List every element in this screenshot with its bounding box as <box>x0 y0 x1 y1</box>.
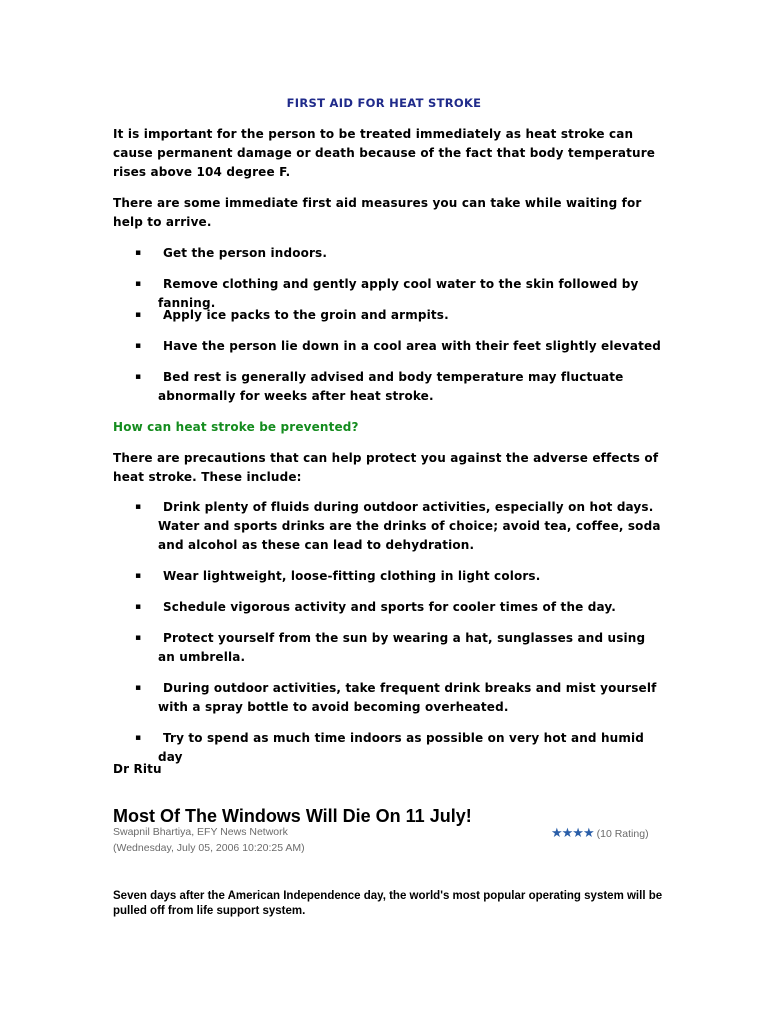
list-item-text: Drink plenty of fluids during outdoor activities, especially on hot days. Water and sports drinks are the drinks of choice; avoid tea, coffee, soda and alcohol as these can lead to dehydration. <box>158 500 661 552</box>
bullet-icon: ▪ <box>135 571 142 581</box>
news-lead-paragraph: Seven days after the American Independence day, the world's most popular operating system will be pulled off from life support system. <box>113 890 663 917</box>
list-item <box>135 498 665 555</box>
list-item-text: During outdoor activities, take frequent drink breaks and mist yourself with a spray bottle to avoid becoming overheated. <box>158 681 657 714</box>
list-item-text: Bed rest is generally advised and body temperature may fluctuate abnormally for weeks after heat stroke. <box>158 370 624 403</box>
prevention-intro-paragraph: There are precautions that can help protect you against the adverse effects of heat stroke. These include: <box>113 451 659 484</box>
bullet-icon: ▪ <box>135 372 142 382</box>
bullet-icon: ▪ <box>135 502 142 512</box>
author-signature: Dr Ritu <box>113 762 162 776</box>
bullet-icon: ▪ <box>135 733 142 743</box>
list-item-text: Schedule vigorous activity and sports for cooler times of the day. <box>163 600 616 614</box>
list-item <box>135 567 665 586</box>
bullet-icon: ▪ <box>135 279 142 289</box>
bullet-icon: ▪ <box>135 248 142 258</box>
list-item-text: Apply ice packs to the groin and armpits. <box>163 308 449 322</box>
prevention-heading: How can heat stroke be prevented? <box>113 420 359 434</box>
byline: Swapnil Bhartiya, EFY News Network <box>113 826 288 838</box>
list-item-text: Wear lightweight, loose-fitting clothing in light colors. <box>163 569 541 583</box>
measures-intro-paragraph: There are some immediate first aid measures you can take while waiting for help to arrive. <box>113 196 642 229</box>
bullet-icon: ▪ <box>135 683 142 693</box>
bullet-icon: ▪ <box>135 341 142 351</box>
list-item-text: Protect yourself from the sun by wearing a hat, sunglasses and using an umbrella. <box>158 631 646 664</box>
intro-paragraph: It is important for the person to be treated immediately as heat stroke can cause permanent damage or death because of the fact that body temperature rises above 104 degree F. <box>113 127 656 179</box>
rating-count: (10 Rating) <box>596 828 649 840</box>
bullet-icon: ▪ <box>135 602 142 612</box>
list-item <box>135 244 665 263</box>
star-rating-icon[interactable]: ★★★★ <box>551 825 594 840</box>
list-item <box>135 679 665 717</box>
news-headline[interactable]: Most Of The Windows Will Die On 11 July! <box>113 806 472 826</box>
list-item <box>135 368 665 406</box>
article-title: FIRST AID FOR HEAT STROKE <box>286 96 482 110</box>
publish-date: (Wednesday, July 05, 2006 10:20:25 AM) <box>113 842 305 854</box>
list-item <box>135 598 665 617</box>
bullet-icon: ▪ <box>135 310 142 320</box>
list-item <box>135 629 665 667</box>
bullet-icon: ▪ <box>135 633 142 643</box>
list-item <box>135 306 665 325</box>
list-item-text: Remove clothing and gently apply cool water to the skin followed by fanning. <box>158 277 639 310</box>
rating-widget[interactable] <box>551 825 649 841</box>
list-item-text: Try to spend as much time indoors as possible on very hot and humid day <box>158 731 645 764</box>
list-item-text: Get the person indoors. <box>163 246 328 260</box>
list-item <box>135 337 665 356</box>
list-item-text: Have the person lie down in a cool area with their feet slightly elevated <box>163 339 662 353</box>
